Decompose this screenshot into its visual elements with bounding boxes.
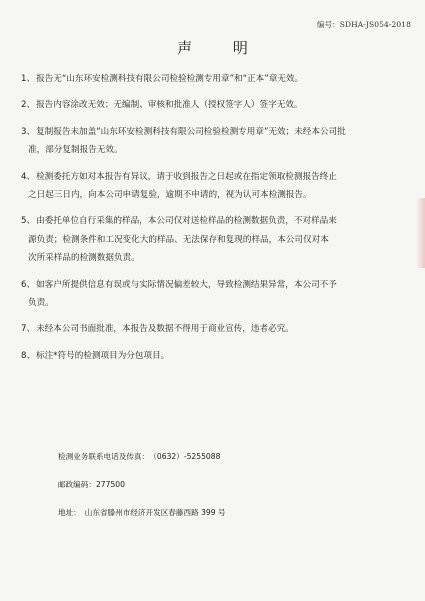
statement-text: 之日起三日内，向本公司申请复验，逾期不申请的，视为认可本检测报告。 [28,190,312,201]
contact-address [58,507,226,518]
statement-number: 5、 [21,216,36,227]
statement-number: 3、 [21,126,36,137]
statement-item [21,212,413,267]
statement-text: 由委托单位自行采集的样品，本公司仅对送检样品的检测数据负责，不对样品来 [36,216,337,227]
statement-text: 负责。 [28,298,54,309]
statement-text: 报告无“山东环安检测科技有限公司检验检测专用章”和“正本”章无效。 [36,74,304,84]
contact-address-value: 山东省滕州市经济开发区春藤西路 399 号 [84,508,226,517]
contact-postcode-label: 邮政编码： [58,480,96,489]
statement-list [21,70,413,373]
statement-item [21,96,413,114]
page-title: 声 明 [177,39,266,57]
statement-number: 4、 [21,171,36,182]
statement-item [21,347,413,365]
statement-text: 检测委托方如对本报告有异议，请于收到报告之日起或在指定领取检测报告终止 [36,171,337,182]
statement-text: 标注*符号的检测项目为分包项目。 [36,350,170,361]
contact-postcode-value: 277500 [95,480,125,489]
statement-item [21,168,413,205]
statement-number: 6、 [21,279,36,290]
contact-address-label: 地址： [58,508,81,517]
statement-text: 未经本公司书面批准，本报告及数据不得用于商业宣传，违者必究。 [36,324,294,335]
contact-phone [58,451,220,462]
contact-phone-label: 检测业务联系电话及传真： [58,452,150,461]
statement-item [21,320,413,338]
statement-number: 1、 [21,74,36,84]
edge-stamp-mark [416,198,425,268]
statement-number: 8、 [21,350,36,361]
statement-text: 复制报告未加盖“山东环安检测科技有限公司检验检测专用章”无效；未经本公司批 [36,126,346,137]
document-number: 编号：SDHA-JS054-2018 [316,20,411,29]
statement-text: 源负责；检测条件和工况变化大的样品、无法保存和复现的样品，本公司仅对本 [28,234,329,245]
statement-text: 如客户所提供信息有误或与实际情况偏差较大，导致检测结果异常，本公司不予 [36,279,337,290]
contact-phone-value: （0632）-5255088 [153,452,221,461]
statement-text: 报告内容涂改无效；无编制、审核和批准人（授权签字人）签字无效。 [36,100,303,111]
statement-text: 次所采样品的检测数据负责。 [28,253,140,264]
statement-number: 7、 [21,324,36,335]
statement-number: 2、 [21,100,36,111]
statement-item [21,70,413,88]
statement-item [21,123,413,160]
contact-postcode [58,479,125,490]
statement-item [21,276,413,313]
statement-text: 准，部分复制报告无效。 [28,145,123,156]
